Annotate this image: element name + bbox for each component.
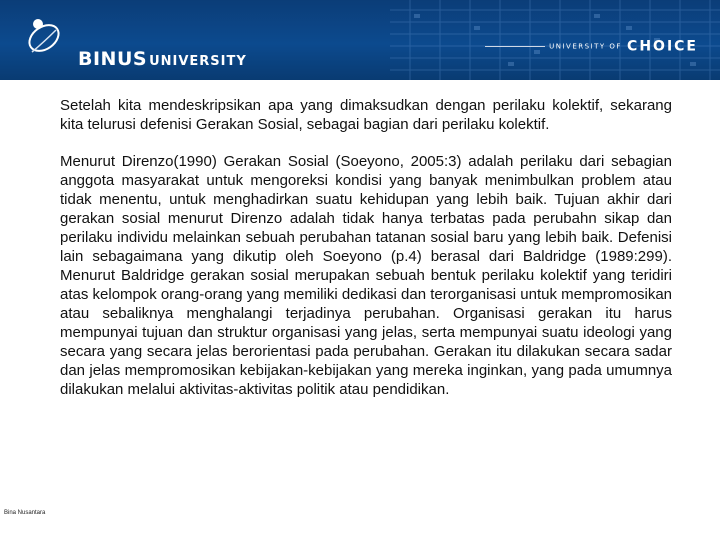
paragraph-intro: Setelah kita mendeskripsikan apa yang dimaksudkan dengan perilaku kolektif, sekarang kita telurusi defenisi Gerakan Sosial, sebagai bagian dari perilaku kolektif.: [60, 97, 672, 133]
logo-name: BINUS: [78, 48, 148, 70]
logo-suffix: UNIVERSITY: [149, 54, 247, 69]
header-banner: [0, 0, 720, 80]
tagline-main: CHOICE: [627, 38, 698, 55]
slide-body: [60, 96, 672, 417]
tagline-prefix: UNIVERSITY OF: [549, 42, 622, 51]
binus-logo: [22, 8, 247, 74]
globe-icon: [22, 8, 82, 74]
tagline: [485, 36, 698, 55]
paragraph-definition: Menurut Direnzo(1990) Gerakan Sosial (Soeyono, 2005:3) adalah perilaku dari sebagian anggota masyarakat untuk mengoreksi kondisi yang banyak menimbulkan problem atau tidak menentu, untuk menghadirkan suatu kehidupan yang lebih baik. Tujuan akhir dari gerakan sosial menurut Direnzo adalah tidak hanya terbatas pada perubahn sikap dan perilaku individu melainkan sebuah perubahan tatanan sosial baru yang lebih baik. Defenisi lain sebagaimana yang dikutip oleh Soeyono (p.4) berasal dari Baldridge (1989:299). Menurut Baldridge gerakan sosial merupakan sebuah bentuk perilaku kolektif yang teridiri atas kelompok orang-orang yang memiliki dedikasi dan terorganisasi untuk mempromosikan atau sebaliknya menghalangi terjadinya perubahan. Organisasi gerakan itu harus mempunyai tujuan dan struktur organisasi yang jelas, serta mempunyai suatu ideologi yang secara yang secara jelas berorientasi pada perubahan. Gerakan itu dilakukan secara sadar dan jelas mempromosikan kebijakan-kebijakan yang mereka inginkan, yang pada umumnya dilakukan melalui aktivitas-aktivitas politik atau pendidikan.: [60, 153, 672, 398]
tagline-rule: [485, 46, 545, 47]
footer-text: Bina Nusantara: [4, 510, 46, 516]
logo-wordmark: [78, 48, 247, 70]
